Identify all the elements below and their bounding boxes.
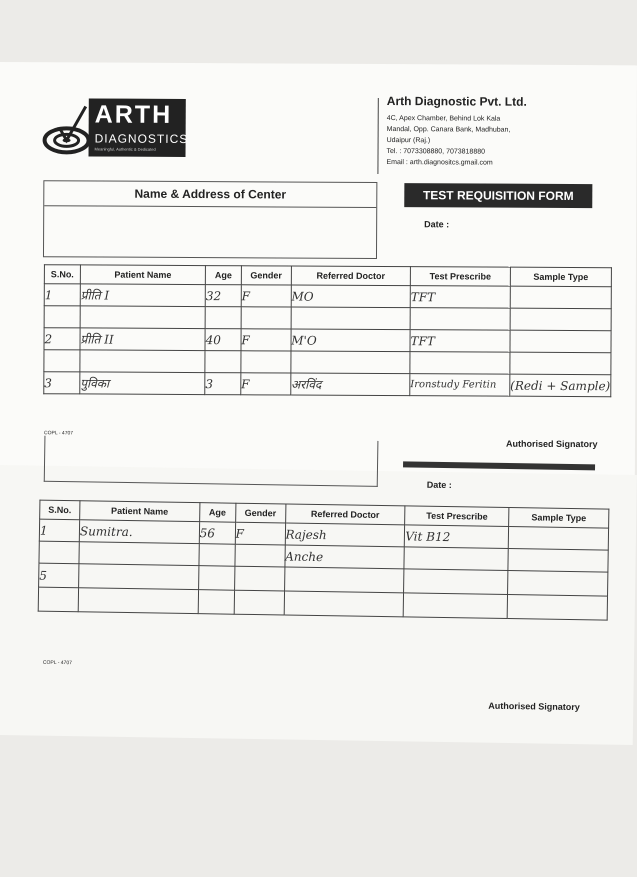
header-divider <box>377 98 378 174</box>
center-address-box <box>43 180 377 259</box>
cell-test <box>404 569 508 595</box>
cell-doctor: Anche <box>285 545 405 569</box>
cell-doctor: अरविंद <box>290 373 409 396</box>
logo-title: ARTH <box>94 100 173 129</box>
table-row <box>44 284 611 309</box>
cell-test <box>404 547 508 571</box>
cell-doctor: MO <box>291 285 410 308</box>
cell-name <box>79 542 199 566</box>
center-address-box <box>44 436 379 487</box>
authorised-signatory: Authorised Signatory <box>488 700 580 713</box>
center-heading: Name & Address of Center <box>44 181 376 208</box>
cell-doctor <box>284 591 404 617</box>
cell-sno: 1 <box>39 519 79 542</box>
cell-name <box>79 564 199 590</box>
cell-age <box>198 590 234 615</box>
cell-age <box>199 544 235 567</box>
cell-sno: 1 <box>44 284 80 306</box>
address-line: Email : arth.diagnositcs.gmail.com <box>386 159 493 167</box>
form-code: COPL - 4707 <box>42 659 72 667</box>
table-row <box>44 372 611 397</box>
cell-sno <box>38 587 78 612</box>
cell-sample <box>508 548 608 572</box>
col-header: Gender <box>235 503 285 523</box>
address-line: Tel. : 7073308880, 7073818880 <box>386 148 486 156</box>
col-header: Age <box>199 503 235 523</box>
date-label: Date : <box>426 479 452 491</box>
cell-test <box>404 593 508 619</box>
cell-sample <box>507 594 607 620</box>
address-line: 4C, Apex Chamber, Behind Lok Kala <box>386 115 501 123</box>
cell-sample <box>508 526 608 550</box>
authorised-signatory: Authorised Signatory <box>505 438 598 450</box>
col-header: Sample Type <box>509 508 609 529</box>
company-name: Arth Diagnostic Pvt. Ltd. <box>386 94 527 109</box>
cell-sample <box>508 570 608 596</box>
form-code: COPL - 4707 <box>44 430 74 437</box>
date-label: Date : <box>424 219 450 230</box>
requisition-form-top <box>0 62 637 475</box>
logo-subtitle: DIAGNOSTICS <box>94 131 189 146</box>
col-header: Patient Name <box>80 265 205 285</box>
cell-name: Sumitra. <box>79 520 199 544</box>
col-header: Test Prescribe <box>405 506 509 527</box>
target-logo-icon <box>42 102 92 157</box>
col-header: Sample Type <box>510 267 611 287</box>
cell-test: Vit B12 <box>405 525 509 549</box>
col-header: Gender <box>241 266 291 285</box>
cell-test: TFT <box>410 286 510 309</box>
cell-doctor: M'O <box>291 329 410 352</box>
patient-table <box>43 264 612 397</box>
cell-gender: F <box>241 329 291 351</box>
company-address <box>386 113 556 169</box>
cell-age: 56 <box>199 522 235 545</box>
col-header: Age <box>205 266 241 285</box>
cell-test: Ironstudy Feritin <box>410 374 510 397</box>
cell-gender <box>234 590 284 615</box>
cell-gender: F <box>241 285 291 307</box>
cell-age: 32 <box>205 285 241 307</box>
cell-sno: 3 <box>44 372 80 394</box>
cell-name <box>78 588 198 614</box>
cell-sample <box>510 286 611 309</box>
cell-name: पुविका <box>80 372 205 395</box>
cell-name: प्रीति I <box>80 284 205 307</box>
cell-sno: 5 <box>39 563 79 588</box>
cell-doctor <box>284 567 404 593</box>
cell-doctor: Rajesh <box>285 523 405 547</box>
cell-gender: F <box>241 373 291 395</box>
cell-gender: F <box>235 522 285 545</box>
col-header: Patient Name <box>80 501 200 522</box>
col-header: S.No. <box>40 500 80 520</box>
logo-tagline: Meaningful, Authentic & Dedicated <box>94 146 156 152</box>
cell-test: TFT <box>410 330 510 353</box>
form-title-banner: TEST REQUISITION FORM <box>404 183 592 208</box>
cell-name: प्रीति II <box>80 328 205 351</box>
brand-logo <box>89 98 189 157</box>
col-header: Referred Doctor <box>285 504 405 525</box>
cell-gender <box>235 544 285 567</box>
cell-sample <box>510 330 611 353</box>
cell-sample: (Redi + Sample) <box>510 374 611 397</box>
cell-age: 40 <box>205 329 241 351</box>
cell-gender <box>234 566 284 591</box>
cell-age <box>198 566 234 591</box>
address-line: Mandal, Opp. Canara Bank, Madhuban, <box>386 126 511 134</box>
table-row-blank <box>44 350 611 375</box>
requisition-form-bottom <box>0 465 637 745</box>
address-line: Udaipur (Raj.) <box>386 137 431 145</box>
cell-age: 3 <box>205 373 241 395</box>
col-header: S.No. <box>44 265 80 284</box>
table-row <box>44 328 611 353</box>
cell-sno <box>39 541 79 564</box>
table-row-blank <box>44 306 611 331</box>
cell-sno: 2 <box>44 328 80 350</box>
col-header: Test Prescribe <box>410 267 510 287</box>
col-header: Referred Doctor <box>291 266 410 286</box>
patient-table <box>38 500 610 621</box>
